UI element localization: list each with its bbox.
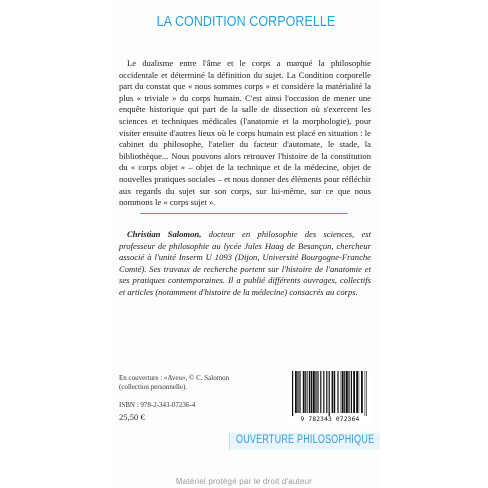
- barcode-bar: [326, 371, 327, 413]
- barcode-bar: [332, 371, 334, 413]
- barcode-bar: [323, 371, 324, 413]
- barcode-bar: [348, 371, 349, 413]
- barcode-bar: [300, 371, 301, 413]
- barcode-bar: [356, 371, 358, 413]
- author-bio: [119, 229, 371, 299]
- barcode-bar: [366, 371, 367, 416]
- barcode-bar: [338, 371, 339, 413]
- cover-credit: [119, 374, 269, 392]
- copyright-watermark-bottom: Matériel protégé par le droit d'auteur: [175, 477, 313, 486]
- barcode-bar: [344, 371, 345, 413]
- barcode-bar: [317, 371, 318, 413]
- barcode-bar: [313, 371, 315, 413]
- barcode-bar: [351, 371, 352, 413]
- barcode-digits: 9 782343 072364: [300, 416, 360, 423]
- barcode-bar: [307, 371, 308, 413]
- barcode-bar: [365, 371, 366, 416]
- barcode-bar: [353, 371, 355, 413]
- barcode: [288, 370, 372, 426]
- barcode-bar: [361, 371, 363, 413]
- barcode-bar: [341, 371, 342, 413]
- barcode-bar: [346, 371, 348, 413]
- barcode-bar: [311, 371, 313, 413]
- barcode-bar: [299, 371, 300, 413]
- book-title: LA CONDITION CORPORELLE: [156, 14, 336, 30]
- barcode-bar: [359, 371, 360, 413]
- barcode-bar: [315, 371, 316, 413]
- price: 25,50 €: [119, 412, 145, 422]
- barcode-bar: [295, 371, 297, 413]
- section-divider: [140, 213, 348, 214]
- barcode-bar: [305, 371, 306, 413]
- cover-credit-line-1: En couverture : «Aveu», © C. Salomon: [119, 374, 230, 382]
- barcode-bar: [318, 371, 319, 413]
- barcode-bar: [303, 371, 305, 413]
- isbn: ISBN : 978-2-343-07236-4: [119, 401, 196, 409]
- collection-band: [229, 433, 380, 450]
- barcode-bar: [297, 371, 298, 413]
- barcode-bar: [309, 371, 310, 413]
- author-name: Christian Salomon,: [127, 229, 202, 239]
- barcode-bar: [337, 371, 338, 413]
- barcode-bar: [292, 371, 293, 416]
- author-bio-text: docteur en philosophie des sciences, est professeur de philosophie au lycée Jules Haag de Besançon, chercheur associé à l'unité Inserm U 1093 (Dijon, Université Bourgogne-Franche Comté). Ses travaux de recherche portent sur l'histoire de l'anatomie et ses pratiques contemporaines. Il a publié différents ouvrages, collectifs et articles (notamment d'histoire de la médecine) consacrés au corps.: [119, 229, 371, 297]
- barcode-bars-icon: [288, 370, 372, 416]
- collection-name: OUVERTURE PHILOSOPHIQUE: [236, 434, 375, 446]
- barcode-bar: [320, 371, 321, 413]
- barcode-bar: [334, 371, 335, 413]
- cover-credit-line-2: (collection personnelle).: [119, 383, 188, 391]
- barcode-bar: [329, 371, 330, 416]
- barcode-bar: [342, 371, 344, 413]
- book-summary: Le dualisme entre l'âme et le corps a marqué la philosophie occidentale et déterminé la définition du sujet. La Condition corporelle part du constat que « nous sommes corps » et considère la matérialité la plus « triviale » du corps humain. C'est ainsi l'occasion de mener une enquête historique qui part de la salle de dissection où s'exercent les sciences et techniques médicales (l'anatomie et la morphologie), pour visiter ensuite d'autres lieux où le corps humain est placé en situation : le cabinet du philosophe, l'atelier du facteur d'automate, le stade, la bibliothèque... Nous pouvons alors retrouver l'histoire de la constitution du « corps objet » – objet de la technique et de la médecine, objet de nouvelles pratiques sociales – et nous donner des éléments pour réfléchir aux regards du sujet sur son corps, sur lui-même, sur ce que nous nommons le « corps sujet ».: [119, 58, 371, 208]
